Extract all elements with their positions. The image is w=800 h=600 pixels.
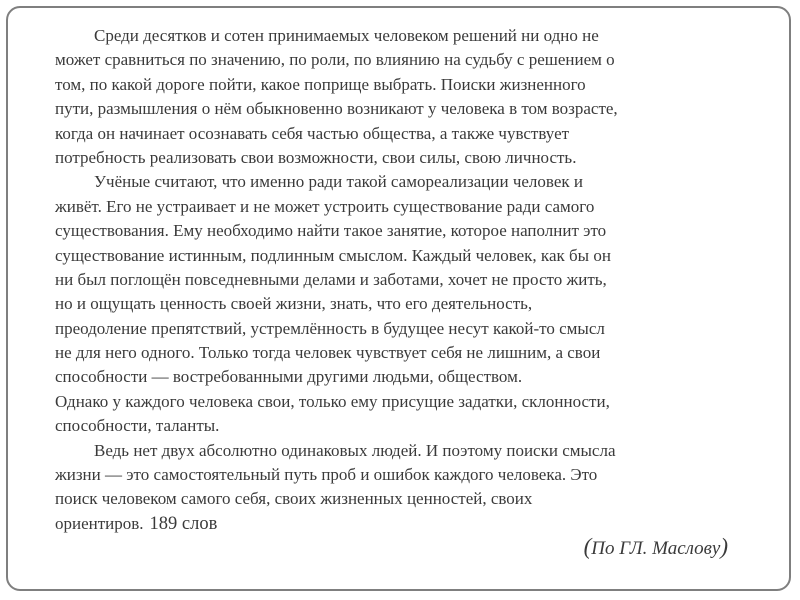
text-line: том, по какой дороге пойти, какое поприще выбрать. Поиски жизненного [55,74,586,94]
text-line: живёт. Его не устраивает и не может устроить существование ради самого [55,196,595,216]
word-count: 189 слов [149,513,218,534]
text-line: поиск человеком самого себя, своих жизненных ценностей, своих [55,489,533,509]
text-line: Однако у каждого человека свои, только ему присущие задатки, склонности, [55,391,610,411]
text-line: Учёные считают, что именно ради такой самореализации человек и [94,172,583,192]
text-line: существования. Ему необходимо найти такое занятие, которое наполнит это [55,221,607,241]
attribution [584,534,728,560]
last-text-line [55,512,755,536]
text-line: ни был поглощён повседневными делами и заботами, хочет не просто жить, [55,269,607,289]
attribution-close-paren: ) [720,534,728,559]
text-line: пути, размышления о нём обыкновенно возникают у человека в том возрасте, [55,99,618,119]
text-line: не для него одного. Только тогда человек чувствует себя не лишним, а свои [55,343,601,363]
attribution-text: По ГЛ. Маслову [591,538,721,559]
last-line-text: ориентиров. [55,513,144,533]
text-block [55,24,755,536]
text-line: может сравниться по значению, по роли, по влиянию на судьбу с решением о [55,50,615,70]
text-line: когда он начинает осознавать себя частью общества, а также чувствует [55,123,570,143]
text-line: преодоление препятствий, устремлённость в будущее несут какой-то смысл [55,318,605,338]
text-line: но и ощущать ценность своей жизни, знать, что его деятельность, [55,294,533,314]
text-line: Ведь нет двух абсолютно одинаковых людей. И поэтому поиски смысла [94,440,616,460]
attribution-open-paren: ( [583,534,592,559]
text-line: существование истинным, подлинным смыслом. Каждый человек, как бы он [55,245,611,265]
text-line: потребность реализовать свои возможности, свои силы, свою личность. [55,147,577,167]
text-line: жизни — это самостоятельный путь проб и ошибок каждого человека. Это [55,465,598,485]
text-line: Среди десятков и сотен принимаемых человеком решений ни одно не [94,26,599,45]
text-line: способности — востребованными другими людьми, обществом. [55,367,523,387]
text-line: способности, таланты. [55,416,220,436]
